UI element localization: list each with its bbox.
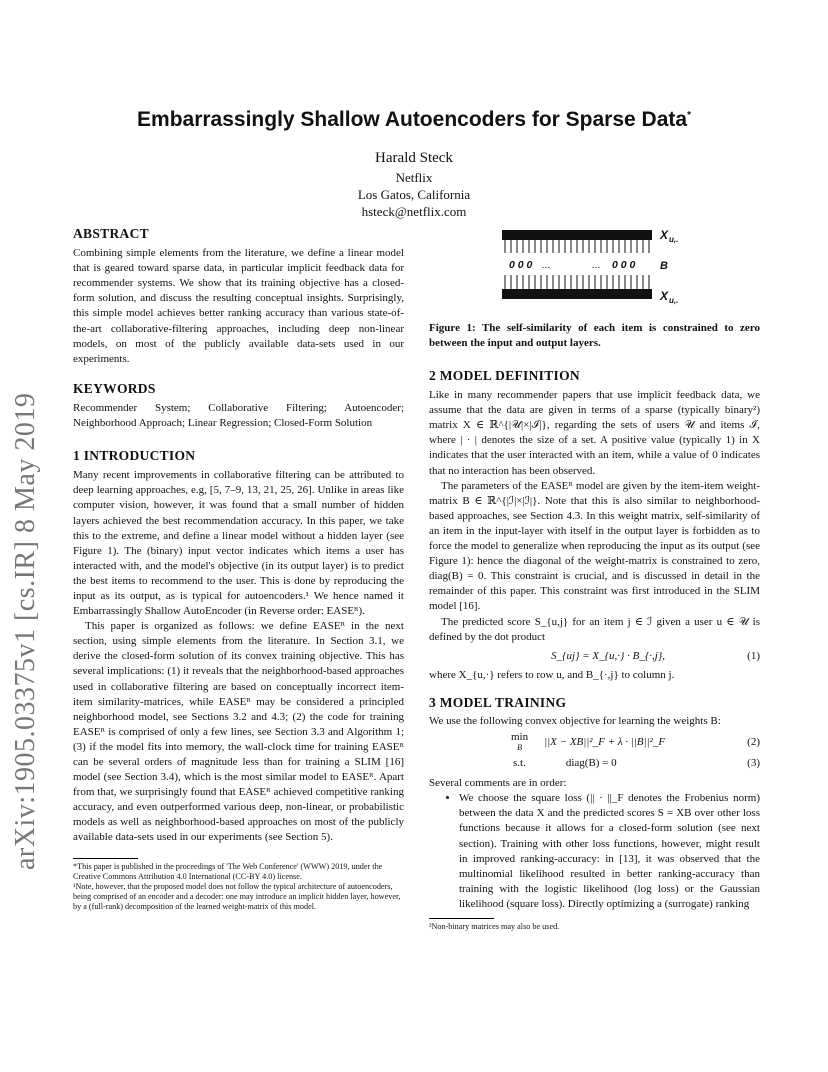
- model-def-paragraph-4: where X_{u,·} refers to row u, and B_{·,j} to column j.: [429, 668, 675, 681]
- equation-1-body: S_{uj} = X_{u,·} · B_{·,j},: [551, 649, 666, 662]
- model-def-paragraph-3: The predicted score S_{u,j} for an item j ∈ ℐ given a user u ∈ 𝒰 is defined by the dot product: [429, 615, 760, 643]
- model-training-heading: 3 MODEL TRAINING: [429, 694, 567, 710]
- dots-right: ...: [592, 259, 601, 271]
- author-block: [0, 150, 828, 220]
- equation-3-body: diag(B) = 0: [565, 757, 617, 770]
- zeros-right: 0 0 0: [612, 259, 636, 271]
- figure-1-diagram: [429, 226, 760, 316]
- footnote-rule: [73, 858, 138, 859]
- zeros-left: 0 0 0: [509, 259, 533, 271]
- equation-2-min: min: [511, 731, 529, 744]
- model-train-paragraph-1: We use the following convex objective for learning the weights B:: [429, 714, 721, 727]
- footnote-rule-right: [429, 918, 494, 919]
- figure-1-caption: Figure 1: The self-similarity of each item is constrained to zero between the input and output layers.: [429, 322, 760, 349]
- equation-1: [429, 649, 760, 664]
- author-name: Harald Steck: [375, 150, 453, 166]
- author-email: hsteck@netflix.com: [361, 204, 467, 219]
- title-footnote-mark: *: [687, 110, 691, 121]
- equation-3-lhs: [513, 756, 617, 771]
- model-def-paragraph-2: The parameters of the EASEᴿ model are given by the item-item weight-matrix B ∈ ℝ^{|ℐ|×|ℐ|}. Note that this is also similar to neighborhood-based approaches, see Section 4.3. In this weight matrix, self-similarity of an item in the input-layer with itself in the output layer is forbidden as to force the model to generalize when reproducing the input as its output (see Figure 1): hence the diagonal of the weight-matrix is constrained to zero, diag(B) = 0. This constraint is crucial, and is discussed in detail in the remainder of this paper. This constraint was first introduced in the SLIM model [16].: [429, 479, 760, 613]
- keywords-text: Recommender System; Collaborative Filtering; Autoencoder; Neighborhood Approach; Linear Regression; Closed-Form Solution: [73, 401, 404, 430]
- intro-paragraph-1: Many recent improvements in collaborative filtering can be attributed to deep learning approaches, e.g, [5, 7–9, 13, 21, 25, 26]. Unlike in areas like computer vision, however, it was found that a small number of hidden layers achieved the best recommendation accuracy. In this paper, we take this to the extreme, and define a linear model without a hidden layer (see Figure 1). The (binary) input vector indicates which items a user has interacted with, and the model's objective (in its output layer) is to predict the best items to recommend to the user. This is done by reproducing the input as its output, as is typical for autoencoders.¹ We hence named it Embarrassingly Shallow AutoEncoder (in Reverse order: EASEᴿ).: [73, 469, 404, 618]
- equation-3: [429, 756, 760, 771]
- footnote-star: *This paper is published in the proceedings of 'The Web Conference' (WWW) 2019, under the Creative Commons Attribution 4.0 International (CC-BY 4.0) license.: [73, 861, 383, 881]
- title-text: Embarrassingly Shallow Autoencoders for Sparse Data: [137, 108, 688, 131]
- left-column: [73, 226, 404, 913]
- figure-1: [429, 226, 760, 316]
- keywords-heading: KEYWORDS: [73, 380, 156, 396]
- equation-2-lhs: [511, 732, 665, 753]
- label-mid: B: [660, 260, 668, 272]
- abstract-text: Combining simple elements from the literature, we define a linear model that is geared toward sparse data, in particular implicit feedback data for recommender systems. We show that its training objective has a closed-form solution, and discuss the resulting conceptual insights. Surprisingly, this simple model achieves better ranking accuracy than various state-of-the-art collaborative-filtering approaches, including deep non-linear models, on most of the publicly available data-sets used in our experiments.: [73, 247, 404, 365]
- equation-1-number: (1): [747, 649, 760, 662]
- label-bot: X: [660, 289, 669, 303]
- footnote-one: ¹Note, however, that the proposed model does not follow the typical architecture of autoencoders, being comprised of an encoder and a decoder: one may introduce an implicit hidden layer, however, by a (full-rank) decomposition of the learned weight-matrix of this model.: [73, 881, 401, 912]
- model-def-paragraph-1: Like in many recommender papers that use implicit feedback data, we assume that the data are given in terms of a sparse (typically binary²) matrix X ∈ ℝ^{|𝒰|×|ℐ|}, regarding the sets of users 𝒰 and items ℐ, where | · | denotes the size of a set. A positive value (typically 1) in X indicates that the user interacted with an item, while a value of 0 indicates that no interaction has been observed.: [429, 389, 760, 477]
- arxiv-identifier: arXiv:1905.03375v1 [cs.IR] 8 May 2019: [10, 392, 41, 870]
- author-location: Los Gatos, California: [357, 187, 471, 202]
- author-affiliation: Netflix: [395, 170, 433, 185]
- comments-list: [429, 791, 760, 912]
- comment-bullet-1: • We choose the square loss (|| · ||_F denotes the Frobenius norm) between the data X and the predicted scores S = XB over other loss functions because it allows for a closed-form solution (see next section). Training with other loss functions, however, might result in improved ranking-accuracy: in [13], it was observed that the multinomial likelihood resulted in better ranking-accuracy than training with the logistic likelihood (log loss) or the Gaussian likelihood (square loss). Directly optimizing a (surrogate) ranking: [459, 791, 760, 912]
- equation-2-min-sub: B: [517, 743, 522, 753]
- model-train-paragraph-2: Several comments are in order:: [429, 777, 567, 790]
- equation-2-body: ||X − XB||²_F + λ · ||B||²_F: [544, 736, 666, 749]
- dots-left: ...: [542, 259, 551, 271]
- abstract-heading: ABSTRACT: [73, 226, 149, 241]
- paper-title: [0, 108, 828, 132]
- equation-3-number: (3): [747, 757, 760, 770]
- label-top-sub: u,.: [669, 235, 679, 244]
- intro-heading: 1 INTRODUCTION: [73, 448, 196, 464]
- equation-2-number: (2): [747, 736, 760, 749]
- label-bot-sub: u,.: [669, 296, 679, 305]
- label-top: X: [660, 228, 669, 242]
- input-layer-bar: [502, 230, 652, 240]
- footnote-two: ²Non-binary matrices may also be used.: [429, 922, 560, 931]
- right-column: [429, 226, 760, 932]
- model-definition-heading: 2 MODEL DEFINITION: [429, 368, 580, 383]
- intro-paragraph-2: This paper is organized as follows: we define EASEᴿ in the next section, using simple elements from the literature. In Section 3.1, we derive the closed-form solution of its convex training objective. This has several implications: (1) it reveals that the neighborhood-based approaches used in collaborative filtering are based on conceptually incorrect item-item similarity-matrices, while EASEᴿ may be considered a principled neighborhood model, see Sections 3.2 and 4.3; (2) the code for training EASEᴿ is comprised of only a few lines, see Section 3.3 and Algorithm 1; (3) if the model fits into memory, the wall-clock time for training EASEᴿ can be several orders of magnitude less than for training a SLIM [16] model (see Section 3.4), which is the most similar model to EASEᴿ. Apart from that, we surprisingly found that EASEᴿ achieved competitive ranking accuracy, and even outperformed various deep, non-linear, or probabilistic models as well as neighborhood-based approaches on most of the publicly available data-sets used in our experiments (see Section 5).: [73, 620, 404, 844]
- equation-2: [429, 732, 760, 753]
- output-layer-bar: [502, 289, 652, 299]
- equation-3-st: s.t.: [513, 757, 526, 770]
